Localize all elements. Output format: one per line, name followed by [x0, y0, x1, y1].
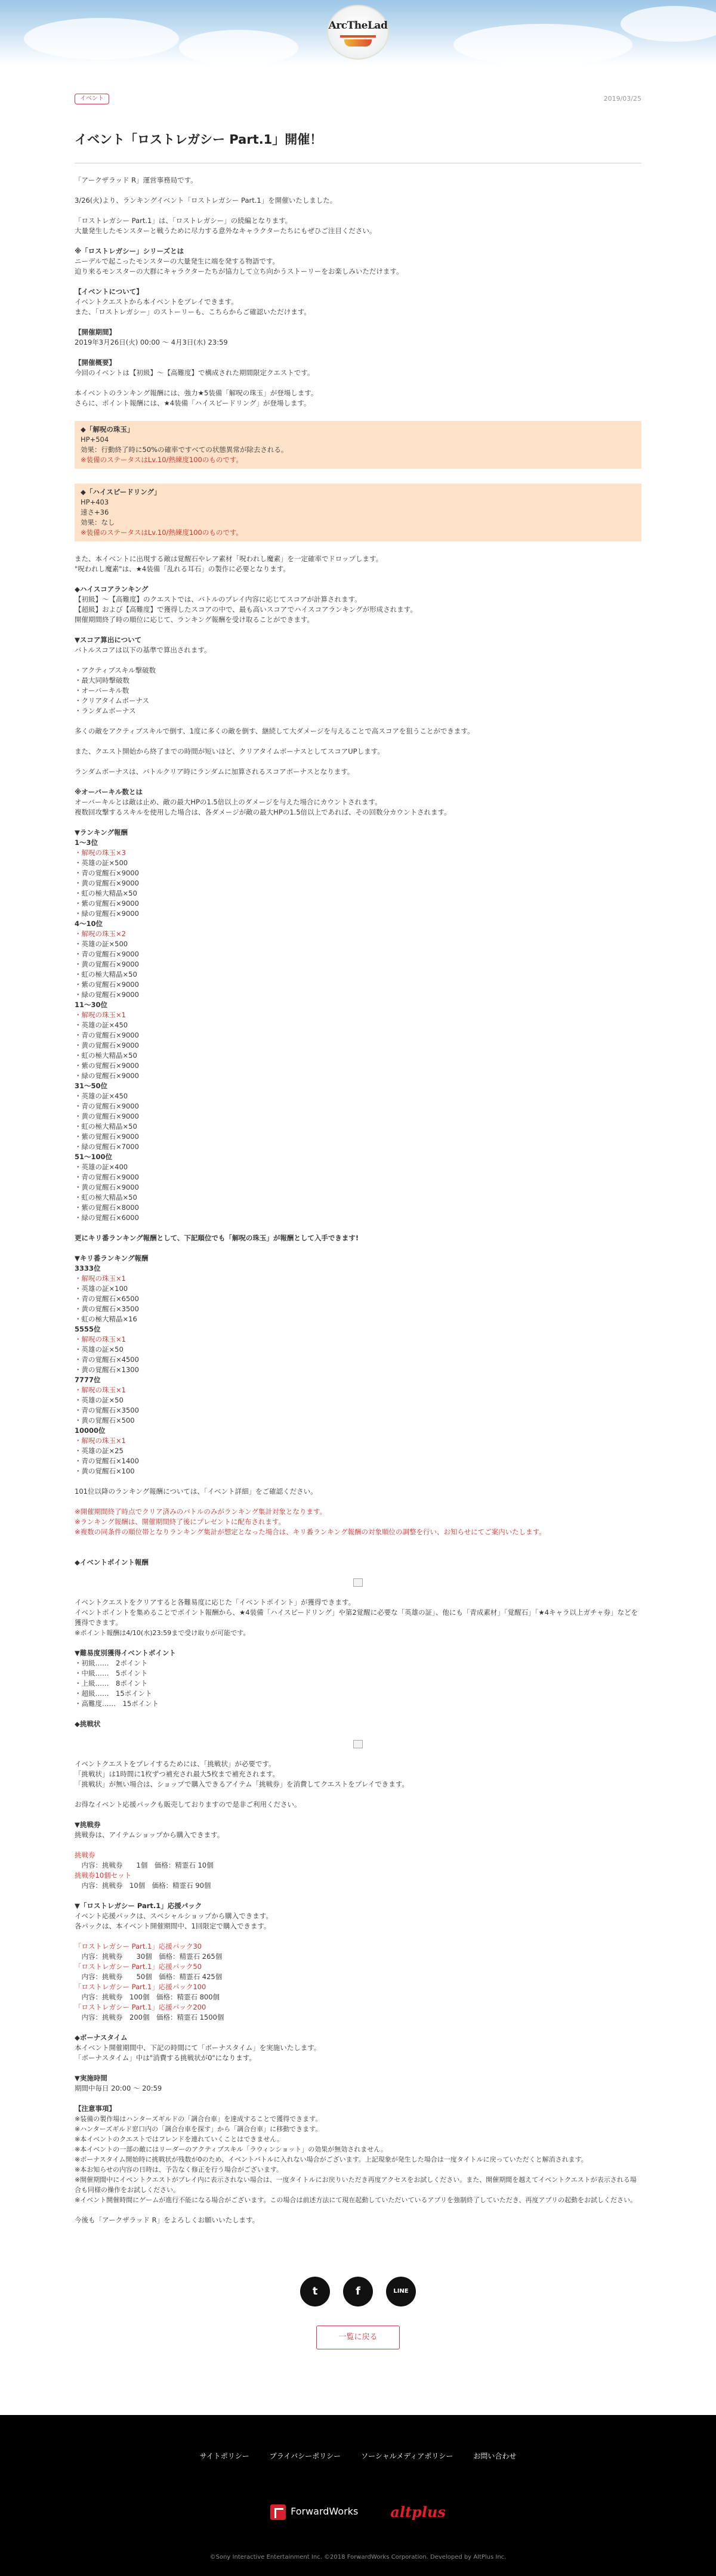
body-text-line: ・オーバーキル数: [75, 686, 129, 695]
body-text-line: ※ランキング報酬は、開催期間終了後にプレゼントに配布されます。: [75, 1517, 285, 1526]
spacer: [75, 378, 641, 388]
body-text-line: ・紫の覚醒石×9000: [75, 1061, 139, 1070]
body-text-line: ※「ロストレガシー」シリーズとは: [75, 246, 184, 255]
body-text-line: ・中級…… 5ポイント: [75, 1668, 148, 1677]
body-text-line: 「ロストレガシー Part.1」応援パック200: [75, 2002, 206, 2011]
body-text-line: ・英雄の証×25: [75, 1446, 124, 1455]
body-text-line: ◆挑戦状: [75, 1719, 101, 1728]
body-text-line: ランダムボーナスは、バトルクリア時にランダムに加算されるスコアボーナスとなります。: [75, 767, 354, 776]
body-text-line: ※オーバーキル数とは: [75, 787, 143, 796]
body-text-line: ・紫の覚醒石×8000: [75, 1203, 139, 1212]
body-text-line: 4～10位: [75, 919, 103, 928]
body-text-line: 多くの敵をアクティブスキルで倒す、1度に多くの敵を倒す、継続して大ダメージを与えることで高スコアを狙うことができます。: [75, 726, 474, 735]
body-text-line: ・黄の覚醒石×3500: [75, 1304, 139, 1313]
equipment-info-line: 効果：なし: [81, 518, 115, 527]
cloud-decoration: [179, 30, 298, 66]
spacer: [75, 277, 641, 287]
footer-logos: [0, 2501, 716, 2523]
spacer: [75, 1243, 641, 1253]
body-text-line: ・青の覚醒石×9000: [75, 1030, 139, 1039]
body-text-line: ◆ハイスコアランキング: [75, 584, 149, 593]
body-text-line: ・緑の覚醒石×9000: [75, 990, 139, 999]
spacer: [75, 757, 641, 767]
body-text-line: ・黄の覚醒石×9000: [75, 878, 139, 887]
body-text-line: ・解呪の珠玉×2: [75, 929, 126, 938]
site-header: [0, 0, 716, 66]
spacer: [75, 2205, 641, 2215]
spacer: [75, 317, 641, 327]
body-text-line: ・黄の覚醒石×9000: [75, 1111, 139, 1120]
body-text-line: ※本イベントのクエストではフレンドを連れていくことはできません。: [75, 2135, 283, 2143]
body-text-line: 本イベントのランキング報酬には、強力★5装備「解呪の珠玉」が登場します。: [75, 388, 318, 397]
body-text-line: 【初級】～【高難度】のクエストでは、バトルのプレイ内容に応じてスコアが計算されます。: [75, 595, 362, 603]
body-text-line: また、クエスト開始から終了までの時間が短いほど、クリアタイムボーナスとしてスコアUPします。: [75, 747, 384, 756]
body-text-line: 内容：挑戦券 30個 価格：精霊石 265個: [75, 1952, 223, 1961]
body-text-line: ※本お知らせの内容の日時は、予告なく修正を行う場合がございます。: [75, 2165, 283, 2174]
body-text-line: 【注意事項】: [75, 2104, 116, 2113]
body-text-line: ・緑の覚醒石×9000: [75, 909, 139, 918]
body-text-line: 複数回攻撃するスキルを使用した場合は、各ダメージが敵の最大HPの1.5倍以上であれば、その回数分カウントされます。: [75, 807, 451, 816]
body-text-line: ・解呪の珠玉×1: [75, 1010, 126, 1019]
spacer: [75, 625, 641, 635]
body-text-line: 内容：挑戦券 1個 価格：精霊石 10個: [75, 1860, 214, 1869]
body-text-line: ・英雄の証×100: [75, 1284, 128, 1293]
body-text-line: ・最大同時撃破数: [75, 676, 129, 685]
logo-flame-icon: [344, 39, 372, 47]
body-text-line: ・上級…… 8ポイント: [75, 1679, 148, 1688]
spacer: [75, 716, 641, 726]
body-text-line: ※ポイント報酬は4/10(水)23:59まで受け取りが可能です。: [75, 1628, 250, 1637]
body-text-line: ・ランダムボーナス: [75, 706, 136, 715]
spacer: [75, 206, 641, 216]
body-text-line: 101位以降のランキング報酬については、「イベント詳細」をご確認ください。: [75, 1487, 317, 1496]
spacer: [75, 1810, 641, 1820]
spacer: [75, 2094, 641, 2104]
body-text-line: ・解呪の珠玉×1: [75, 1335, 126, 1343]
body-text-line: 内容：挑戦券 50個 価格：精霊石 425個: [75, 1972, 223, 1981]
body-text-line: ※ボーナスタイム開始時に挑戦状が残数が0のため、イベントバトルに入れない場合がございます。上記現象が発生した場合は一度タイトルに戻っていただくと解消されます。: [75, 2155, 588, 2163]
body-text-line: オーバーキルとは敵は止め、敵の最大HPの1.5倍以上のダメージを与えた場合にカウントされます。: [75, 797, 382, 806]
back-to-list-button[interactable]: 一覧に戻る: [316, 2326, 400, 2349]
spacer: [75, 236, 641, 246]
body-text-line: また、「ロストレガシー」のストーリーも、こちらからご確認いただけます。: [75, 307, 311, 316]
equipment-info-line: 効果：行動終了時に50%の確率ですべての状態異常が除去される。: [81, 445, 288, 454]
body-text-line: 「挑戦状」は1時間に1枚ずつ補充され最大5枚まで補充されます。: [75, 1769, 280, 1778]
spacer: [75, 1537, 641, 1547]
body-text-line: 【開催概要】: [75, 358, 116, 367]
equipment-info-line: ※装備のステータスはLv.10/熱練度100のものです。: [81, 455, 243, 464]
body-text-line: ・クリアタイムボーナス: [75, 696, 150, 705]
body-text-line: 11～30位: [75, 1000, 108, 1009]
body-text-line: ▼「ロストレガシー Part.1」応援パック: [75, 1901, 202, 1910]
body-text-line: 「ロストレガシー Part.1」応援パック100: [75, 1982, 206, 1991]
body-text-line: ・アクティブスキル撃破数: [75, 665, 156, 674]
body-text-line: 2019年3月26日(火) 00:00 ～ 4月3日(水) 23:59: [75, 338, 228, 346]
body-text-line: ・青の覚醒石×9000: [75, 949, 139, 958]
body-text-line: 1～3位: [75, 838, 98, 847]
body-text-line: ・黄の覚醒石×100: [75, 1466, 135, 1475]
body-text-line: ・黄の覚醒石×9000: [75, 959, 139, 968]
body-text-line: ※ハンターズギルド窓口内の「調合台車を探す」から「調合台車」に移動できます。: [75, 2125, 322, 2133]
body-text-line: 3/26(火)より、ランキングイベント「ロストレガシー Part.1」を開催いたしました。: [75, 196, 337, 205]
spacer: [75, 818, 641, 828]
share-buttons: [75, 2277, 641, 2306]
cloud-decoration: [24, 18, 179, 60]
body-text-line: 今回のイベントは【初級】～【高難度】で構成された期間限定クエストです。: [75, 368, 314, 377]
body-text-line: 本イベント開催期間中、下記の時間にて「ボーナスタイム」を実施いたします。: [75, 2043, 321, 2052]
body-text-line: ・解呪の珠玉×1: [75, 1274, 126, 1283]
article-title: イベント「ロストレガシー Part.1」開催！: [75, 130, 641, 163]
equipment-info-line: ※装備のステータスはLv.10/熱練度100のものです。: [81, 528, 243, 537]
body-text-line: 「ロストレガシー Part.1」応援パック30: [75, 1942, 202, 1950]
body-text-line: 期間中毎日 20:00 ～ 20:59: [75, 2083, 162, 2092]
body-text-line: ▼実施時間: [75, 2073, 107, 2082]
spacer: [75, 544, 641, 554]
body-text-line: ・高難度…… 15ポイント: [75, 1699, 159, 1708]
spacer: [75, 408, 641, 419]
body-text-line: 各パックは、本イベント開催期間中、1回限定で購入できます。: [75, 1921, 271, 1930]
cloud-decoration: [453, 24, 632, 66]
equipment-info-line: HP+403: [81, 497, 109, 506]
body-text-line: ・英雄の証×50: [75, 1395, 124, 1404]
body-text-line: 【超級】および【高難度】で獲得したスコアの中で、最も高いスコアでハイスコアランキングが形成されます。: [75, 605, 417, 614]
body-text-line: 「ロストレガシー Part.1」は、「ロストレガシー」の続編となります。: [75, 216, 292, 225]
spacer: [75, 348, 641, 358]
body-text-line: ・英雄の証×500: [75, 858, 128, 867]
body-text-line: 挑戦券: [75, 1850, 95, 1859]
body-text-line: 「挑戦状」が無い場合は、ショップで購入できるアイテム「挑戦券」を消費してクエストをプレイできます。: [75, 1779, 409, 1788]
body-text-line: 大量発生したモンスターと戦うために尽力する意外なキャラクターたちにもぜひご注目ください。: [75, 226, 376, 235]
body-text-line: ・青の覚醒石×1400: [75, 1456, 139, 1465]
body-text-line: ▼スコア算出について: [75, 635, 142, 644]
body-text-line: イベントクエストから本イベントをプレイできます。: [75, 297, 238, 306]
body-text-line: ・英雄の証×450: [75, 1020, 128, 1029]
body-text-line: イベント応援パックは、スペシャルショップから購入できます。: [75, 1911, 273, 1920]
body-text-line: イベントクエストをプレイするためには、「挑戦状」が必要です。: [75, 1759, 276, 1768]
body-text-line: ▼キリ番ランキング報酬: [75, 1253, 149, 1262]
forwardworks-label: ForwardWorks: [291, 2506, 359, 2518]
body-text-line: 更にキリ番ランキング報酬として、下記順位でも「解呪の珠玉」が報酬として入手できます!: [75, 1233, 359, 1242]
broken-image-icon: [353, 1578, 363, 1587]
facebook-share-button[interactable]: f: [343, 2277, 373, 2306]
body-text-line: ・解呪の珠玉×3: [75, 848, 126, 857]
body-text-line: ▼挑戦券: [75, 1820, 101, 1829]
spacer: [75, 777, 641, 787]
body-text-line: ※本イベントの一部の敵にはリーダーのアクティブスキル「ラウィンショット」の効果が無効されません。: [75, 2145, 387, 2153]
article-body: [75, 163, 641, 2249]
body-text-line: バトルスコアは以下の基準で算出されます。: [75, 645, 211, 654]
body-text-line: 「ボーナスタイム」中は"消費する挑戦状が0"になります。: [75, 2053, 256, 2062]
body-text-line: ※複数の同条件の順位帯となりランキング集計が想定となった場合は、キリ番ランキング報酬の対象順位の調整を行い、お知らせにてご案内いたします。: [75, 1527, 546, 1536]
footer-nav: [0, 2415, 716, 2462]
spacer: [75, 1547, 641, 1558]
body-text-line: お得なイベント応援パックも販売しておりますので是非ご利用ください。: [75, 1800, 301, 1809]
site-logo[interactable]: [327, 5, 389, 60]
spacer: [75, 1638, 641, 1648]
spacer: [75, 185, 641, 196]
body-text-line: 内容：挑戦券 10個 価格：精霊石 90個: [75, 1881, 211, 1890]
publish-date: 2019/03/25: [603, 95, 641, 103]
article-meta: [75, 93, 641, 105]
body-text-line: 内容：挑戦券 200個 価格：精霊石 1500個: [75, 2012, 224, 2021]
spacer: [75, 2023, 641, 2033]
body-text-line: ・英雄の証×400: [75, 1162, 128, 1171]
body-text-line: 「ロストレガシー Part.1」応援パック50: [75, 1962, 202, 1971]
body-text-line: 挑戦券は、アイテムショップから購入できます。: [75, 1830, 224, 1839]
body-text-line: 迫り来るモンスターの大群にキャラクターたちが協力して立ち向かうストーリーをお楽しみいただけます。: [75, 267, 403, 275]
spacer: [75, 655, 641, 665]
body-text-line: 【イベントについて】: [75, 287, 143, 296]
footer-link-site-policy[interactable]: サイトポリシー: [199, 2451, 249, 2460]
logo-text: ArcTheLad: [328, 20, 388, 32]
body-text-line: 51～100位: [75, 1152, 113, 1161]
body-text-line: ・虹の極大精晶×16: [75, 1314, 137, 1323]
spacer: [75, 1931, 641, 1942]
equipment-info-line: HP+504: [81, 435, 109, 444]
spacer: [75, 1497, 641, 1507]
body-text-line: ・青の覚醒石×4500: [75, 1355, 139, 1364]
body-text-line: ・紫の覚醒石×9000: [75, 899, 139, 908]
body-text-line: ・虹の極大精晶×50: [75, 1193, 137, 1202]
body-text-line: ・解呪の珠玉×1: [75, 1436, 126, 1445]
equipment-info-box: [75, 484, 641, 541]
footer-link-contact[interactable]: お問い合わせ: [473, 2451, 517, 2460]
body-text-line: イベントクエストをクリアすると各難易度に応じた「イベントポイント」が獲得できます。: [75, 1597, 356, 1606]
body-text-line: 10000位: [75, 1426, 106, 1435]
equipment-info-line: 速さ+36: [81, 507, 109, 516]
body-text-line: ▼難易度別獲得イベントポイント: [75, 1648, 176, 1657]
body-text-line: ※装備の製作場はハンターズギルドの「調合台車」を達成することで獲得できます。: [75, 2114, 322, 2123]
body-text-line: ・英雄の証×50: [75, 1345, 124, 1354]
body-text-line: ・虹の極大精晶×50: [75, 1051, 137, 1060]
body-text-line: ・青の覚醒石×9000: [75, 1101, 139, 1110]
footer-link-social-media-policy[interactable]: ソーシャルメディアポリシー: [361, 2451, 453, 2460]
body-text-line: 開催期間終了時の順位に応じて、ランキング報酬を受け取ることができます。: [75, 615, 314, 624]
body-text-line: ※開催期間終了時点でクリア済みのバトルのみがランキング集計対象となります。: [75, 1507, 327, 1516]
body-text-line: 今後も「アークザラッド R」をよろしくお願いいたします。: [75, 2215, 260, 2224]
equipment-info-line: ◆「解呪の珠玉」: [81, 425, 134, 434]
body-text-line: ・虹の極大精晶×50: [75, 970, 137, 979]
body-text-line: ・黄の覚醒石×9000: [75, 1041, 139, 1049]
article: [75, 66, 641, 2349]
equipment-info-line: ◆「ハイスピードリング」: [81, 487, 161, 496]
spacer: [75, 1223, 641, 1233]
category-badge[interactable]: イベント: [75, 94, 109, 104]
body-text-line: ニーデルで起こったモンスターの大量発生に端を発する物語です。: [75, 256, 279, 265]
spacer: [75, 1789, 641, 1800]
spacer: [75, 1476, 641, 1487]
spacer: [75, 736, 641, 747]
footer-link-privacy-policy[interactable]: プライバシーポリシー: [269, 2451, 341, 2460]
spacer: [75, 574, 641, 584]
body-text-line: ※イベント開催時間にゲームが進行不能になる場合がございます。この場合は前述方法にて現在起動していただいているアプリを強制終了していただき、再度アプリの起動をお試しください。: [75, 2196, 637, 2204]
body-text-line: 挑戦券10個セット: [75, 1871, 132, 1880]
body-text-line: 31～50位: [75, 1081, 108, 1090]
spacer: [75, 1840, 641, 1850]
body-text-line: 3333位: [75, 1264, 101, 1272]
twitter-share-button[interactable]: t: [300, 2277, 330, 2306]
body-text-line: "呪われし魔素"は、★4装備「乱れる耳石」の製作に必要となります。: [75, 564, 290, 573]
body-text-line: ・初級…… 2ポイント: [75, 1658, 148, 1667]
body-text-line: ▼ランキング報酬: [75, 828, 128, 837]
equipment-info-box: [75, 421, 641, 469]
body-text-line: ・紫の覚醒石×9000: [75, 1132, 139, 1141]
altplus-logo[interactable]: altplus: [390, 2503, 446, 2521]
body-text-line: ・虹の極大精晶×50: [75, 888, 137, 897]
body-text-line: ・黄の覚醒石×500: [75, 1416, 135, 1425]
body-text-line: 内容：挑戦券 100個 価格：精霊石 800個: [75, 1992, 220, 2001]
body-text-line: ・緑の覚醒石×6000: [75, 1213, 139, 1222]
body-text-line: ・英雄の証×500: [75, 939, 128, 948]
body-text-line: ◆イベントポイント報酬: [75, 1558, 149, 1566]
logo-accent: [340, 35, 376, 38]
body-text-line: さらに、ポイント報酬には、★4装備「ハイスピードリング」が登場します。: [75, 398, 311, 407]
site-footer: [0, 2415, 716, 2576]
body-text-line: ・黄の覚醒石×1300: [75, 1365, 139, 1374]
broken-image-icon: [353, 1740, 363, 1748]
body-text-line: ・緑の覚醒石×9000: [75, 1071, 139, 1080]
body-text-line: ・緑の覚醒石×7000: [75, 1142, 139, 1151]
copyright-text: ©Sony Interactive Entertainment Inc. ©2018 ForwardWorks Corporation. Developed by AltPlus Inc.: [209, 2554, 507, 2561]
body-text-line: ・黄の覚醒石×9000: [75, 1182, 139, 1191]
body-text-line: 【開催期間】: [75, 327, 116, 336]
spacer: [75, 1891, 641, 1901]
spacer: [75, 471, 641, 481]
body-text-line: ※開催期間中にイベントクエストがプレイ内に表示されない場合は、一度タイトルにお戻りいただき再度アクセスをお試しください。また、開催期間を越えてイベントクエストが表示される場合も同様の操作をお試しください。: [75, 2175, 637, 2194]
body-text-line: ・虹の極大精晶×50: [75, 1122, 137, 1131]
body-text-line: イベントポイントを集めることでポイント報酬から、★4装備「ハイスピードリング」や第2覚醒に必要な「英雄の証」、他にも「青成素材」「覚醒石」「★4キャラ以上ガチャ券」などを獲得できます。: [75, 1608, 638, 1627]
body-text-line: ・超級…… 15ポイント: [75, 1689, 152, 1698]
body-text-line: また、本イベントに出現する敵は覚醒石やレア素材「呪われし魔素」を一定確率でドロップします。: [75, 554, 383, 563]
body-text-line: ・紫の覚醒石×9000: [75, 980, 139, 989]
body-text-line: ・青の覚醒石×6500: [75, 1294, 139, 1303]
body-text-line: 7777位: [75, 1375, 101, 1384]
cloud-decoration: [621, 6, 716, 42]
body-text-line: ・英雄の証×450: [75, 1091, 128, 1100]
spacer: [75, 2063, 641, 2073]
body-text-line: ・青の覚醒石×3500: [75, 1405, 139, 1414]
body-text-line: ・青の覚醒石×9000: [75, 868, 139, 877]
body-text-line: ◆ボーナスタイム: [75, 2033, 128, 2042]
forwardworks-mark-icon: [270, 2504, 286, 2520]
line-share-button[interactable]: LINE: [386, 2277, 416, 2306]
body-text-line: 5555位: [75, 1324, 101, 1333]
body-text-line: ・青の覚醒石×9000: [75, 1172, 139, 1181]
body-text-line: ・解呪の珠玉×1: [75, 1385, 126, 1394]
forwardworks-logo[interactable]: [270, 2504, 358, 2520]
spacer: [75, 1709, 641, 1719]
body-text-line: 「アークザラッド R」運営事務局です。: [75, 175, 197, 184]
